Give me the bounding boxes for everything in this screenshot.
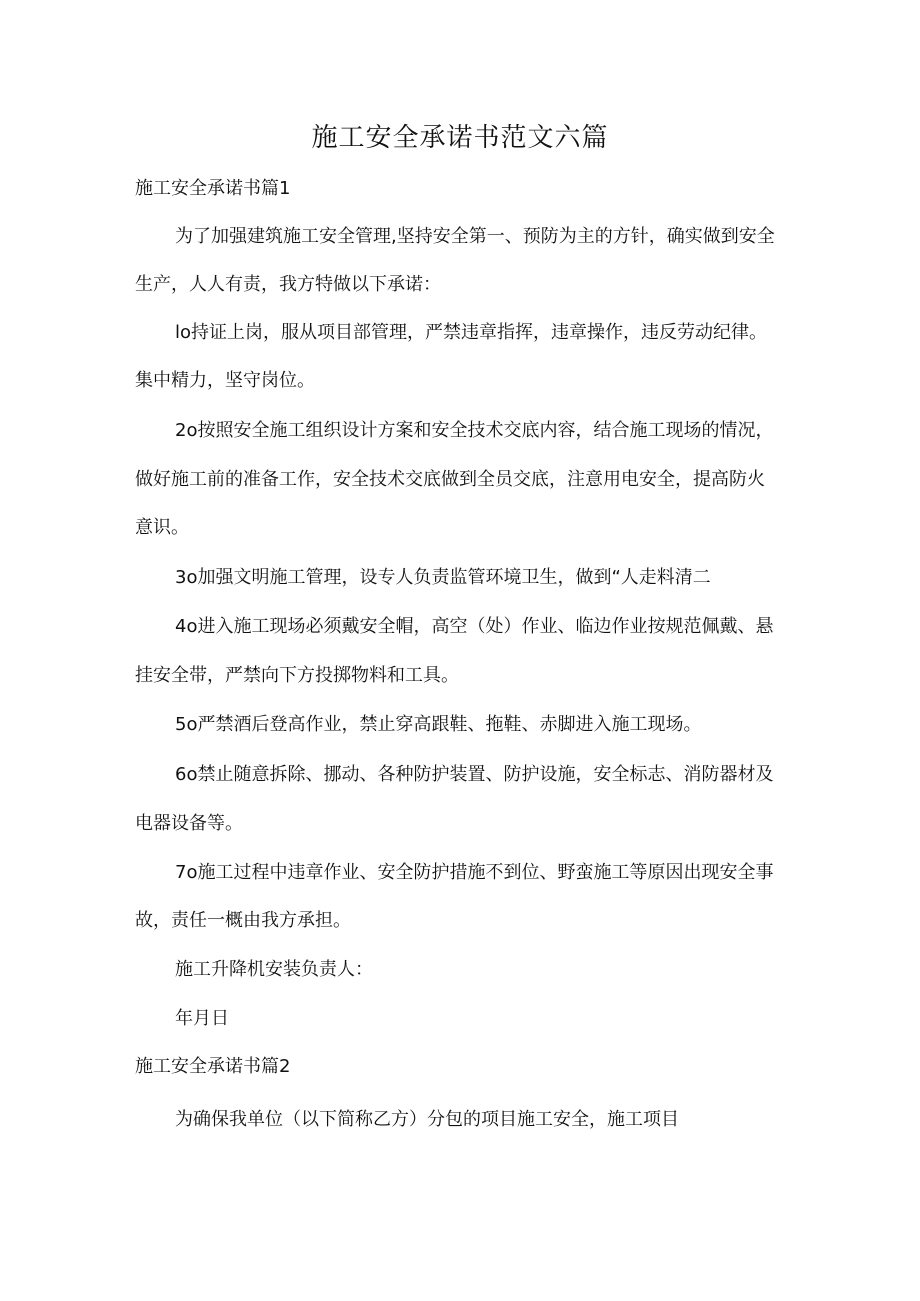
item6-line2: 电器设备等。 [135,813,243,834]
item7-line2: 故，责任一概由我方承担。 [135,910,351,931]
section1-intro-line2: 生产，人人有责，我方特做以下承诺： [135,274,441,295]
item2-line3: 意识。 [135,517,189,538]
section2-intro-line1: 为确保我单位（以下简称乙方）分包的项目施工安全，施工项目 [175,1109,679,1130]
item7-line1: 7o施工过程中违章作业、安全防护措施不到位、野蛮施工等原因出现安全事 [175,862,774,883]
signer-label: 施工升降机安装负责人： [175,959,373,980]
item6-line1: 6o禁止随意拆除、挪动、各种防护装置、防护设施，安全标志、消防器材及 [175,764,774,785]
item4-line1: 4o进入施工现场必须戴安全帽，高空（处）作业、临边作业按规范佩戴、悬 [175,616,774,637]
item2-line1: 2o按照安全施工组织设计方案和安全技术交底内容，结合施工现场的情况， [175,420,774,441]
date-label: 年月日 [175,1008,229,1029]
item4-line2: 挂安全带，严禁向下方投掷物料和工具。 [135,665,459,686]
item2-line2: 做好施工前的准备工作，安全技术交底做到全员交底，注意用电安全，提高防火 [135,469,765,490]
section2-heading: 施工安全承诺书篇2 [135,1056,291,1077]
section1-heading: 施工安全承诺书篇1 [135,178,291,199]
item3-line1: 3o加强文明施工管理，设专人负责监管环境卫生，做到“人走料清二 [175,567,711,588]
document-title: 施工安全承诺书范文六篇 [311,123,609,153]
item1-line1: lo持证上岗，服从项目部管理，严禁违章指挥，违章操作，违反劳动纪律。 [175,322,768,343]
item1-line2: 集中精力，坚守岗位。 [135,370,315,391]
section1-intro-line1: 为了加强建筑施工安全管理,坚持安全第一、预防为主的方针，确实做到安全 [175,226,775,247]
item5-line1: 5o严禁酒后登高作业，禁止穿高跟鞋、拖鞋、赤脚进入施工现场。 [175,714,702,735]
